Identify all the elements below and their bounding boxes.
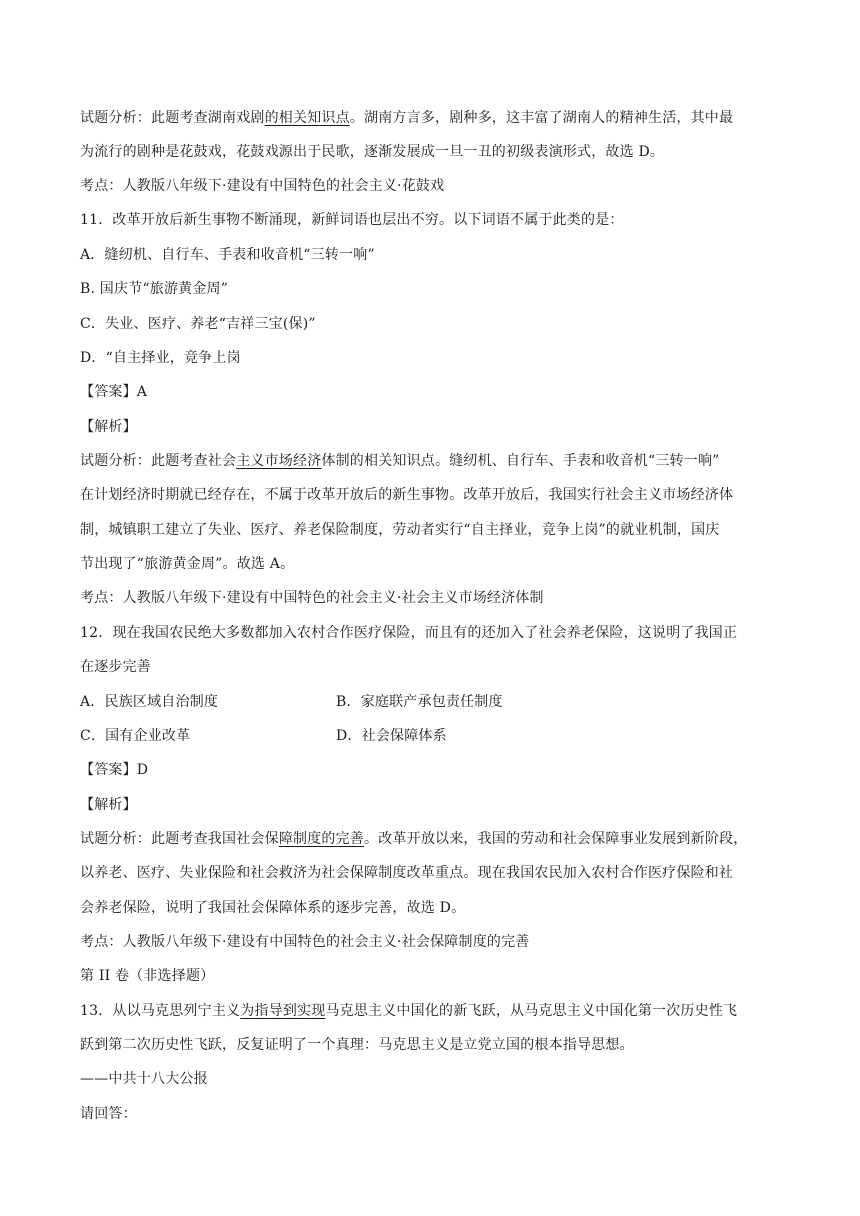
- q11-option-c: C．失业、医疗、养老“吉祥三宝(保)”: [80, 316, 316, 332]
- q13-source: ——中共十八大公报: [80, 1071, 208, 1087]
- q12-answer: 【答案】D: [80, 762, 149, 778]
- q11-option-b: B. 国庆节“旅游黄金周”: [80, 281, 229, 297]
- text-span: 马克思主义中国化的新飞跃，从马克思主义中国化第一次历史性飞: [325, 1003, 738, 1019]
- text-span: 试题分析：此题考查湖南戏剧: [80, 110, 265, 126]
- q12-analysis-line-1: [80, 829, 747, 849]
- q12-options-row-1: [80, 692, 503, 712]
- q11-jiexi-heading: 【解析】: [80, 419, 137, 435]
- q12-stem-line-2: 在逐步完善: [80, 659, 151, 675]
- text-span: 。改革开放以来，我国的劳动和社会保障事业发展到新阶段，: [364, 831, 748, 847]
- q11-analysis-line-3: 制，城镇职工建立了失业、医疗、养老保险制度，劳动者实行“自主择业，竞争上岗”的就业机制，国庆: [80, 522, 720, 538]
- q10-analysis-line-2: 为流行的剧种是花鼓戏，花鼓戏源出于民歌，逐渐发展成一旦一丑的初级表演形式，故选 D。: [80, 144, 665, 160]
- q12-option-a: A．民族区域自治制度: [80, 694, 219, 710]
- q11-option-d: D．“自主择业，竞争上岗: [80, 350, 241, 366]
- underlined-text: 为指导到实现: [240, 1003, 326, 1019]
- q10-analysis-line-1: [80, 108, 733, 128]
- text-span: 13．从以马克思列宁主义: [80, 1003, 241, 1019]
- q11-analysis-line-2: 在计划经济时期就已经存在，不属于改革开放后的新生事物。改革开放后，我国实行社会主义市场经济体: [80, 487, 734, 503]
- q12-option-c: C．国有企业改革: [80, 728, 191, 744]
- q12-options-row-2: [80, 726, 447, 746]
- q12-kaodian: 考点：人教版八年级下·建设有中国特色的社会主义·社会保障制度的完善: [80, 934, 530, 950]
- q11-analysis-line-4: 节出现了“旅游黄金周”。故选 A。: [80, 556, 295, 572]
- text-span: 体制的相关知识点。缝纫机、自行车、手表和收音机“三转一响”: [321, 453, 720, 469]
- q11-answer: 【答案】A: [80, 384, 148, 400]
- text-span: 试题分析：此题考查社会: [80, 453, 237, 469]
- text-span: 。湖南方言多，剧种多，这丰富了湖南人的精神生活，其中最: [349, 110, 734, 126]
- text-span: 试题分析：此题考查我国社会保: [80, 831, 279, 847]
- q11-analysis-line-1: [80, 451, 720, 471]
- q12-stem-line-1: 12．现在我国农民绝大多数都加入农村合作医疗保险，而且有的还加入了社会养老保险，这说明了我国正: [80, 625, 738, 641]
- q13-prompt: 请回答：: [80, 1106, 137, 1122]
- q11-kaodian: 考点：人教版八年级下·建设有中国特色的社会主义·社会主义市场经济体制: [80, 590, 544, 606]
- q11-stem: 11．改革开放后新生事物不断涌现，新鲜词语也层出不穷。以下词语不属于此类的是：: [80, 212, 624, 228]
- q13-stem-line-2: 跃到第二次历史性飞跃，反复证明了一个真理：马克思主义是立党立国的根本指导思想。: [80, 1037, 634, 1053]
- underlined-text: 的相关知识点: [264, 110, 350, 126]
- q12-analysis-line-3: 会养老保险，说明了我国社会保障体系的逐步完善，故选 D。: [80, 900, 466, 916]
- q12-analysis-line-2: 以养老、医疗、失业保险和社会救济为社会保障制度改革重点。现在我国农民加入农村合作医疗保险和社: [80, 865, 734, 881]
- q12-option-d: D．社会保障体系: [336, 728, 447, 744]
- q13-stem-line-1: [80, 1001, 737, 1021]
- underlined-text: 障制度的完善: [278, 831, 365, 847]
- q10-kaodian: 考点：人教版八年级下·建设有中国特色的社会主义·花鼓戏: [80, 178, 445, 194]
- q12-jiexi-heading: 【解析】: [80, 797, 137, 813]
- underlined-text: 主义市场经济: [236, 453, 322, 469]
- section-heading: 第 II 卷（非选择题）: [80, 968, 215, 984]
- q11-option-a: A．缝纫机、自行车、手表和收音机“三转一响”: [80, 247, 375, 263]
- q12-option-b: B．家庭联产承包责任制度: [336, 694, 503, 710]
